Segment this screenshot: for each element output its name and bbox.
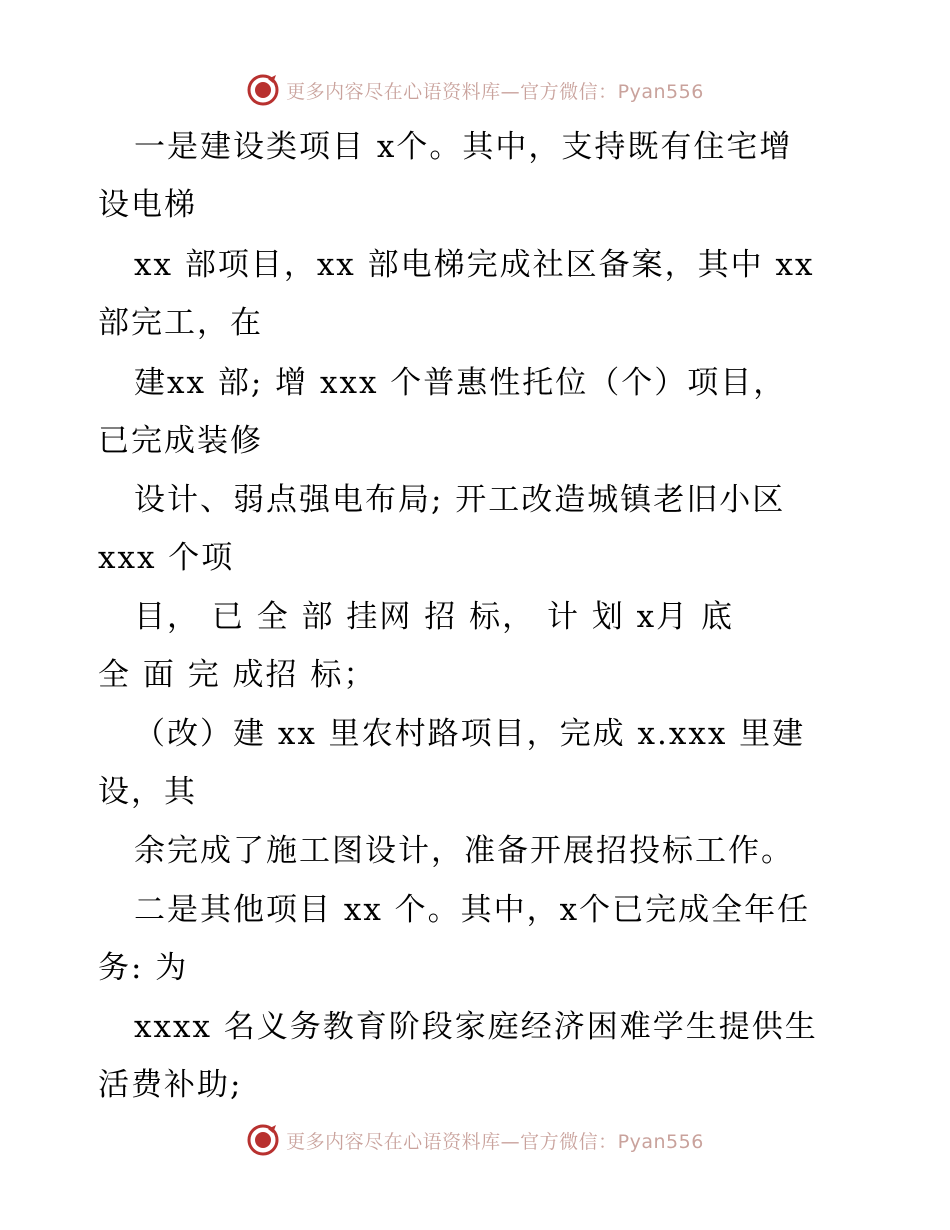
body-line: 设电梯 [98, 187, 197, 223]
body-line: 一是建设类项目 x个。其中，支持既有住宅增 [134, 129, 793, 165]
body-line: （改）建 xx 里农村路项目，完成 x.xxx 里建 [134, 716, 806, 752]
header-text: 更多内容尽在心语资料库—官方微信：Pyan556 [286, 80, 704, 103]
body-line: 部完工，在 [98, 305, 263, 341]
body-line: 余完成了施工图设计，准备开展招投标工作。 [134, 833, 794, 869]
body-line: 二是其他项目 xx 个。其中，x个已完成全年任 [134, 892, 811, 928]
footer-text: 更多内容尽在心语资料库—官方微信：Pyan556 [286, 1130, 704, 1153]
body-line: 务: 为 [98, 950, 189, 986]
body-line: 目， 已 全 部 挂网 招 标， 计 划 x月 底 [134, 599, 735, 635]
body-line: xx 部项目，xx 部电梯完成社区备案，其中 xx [134, 247, 815, 283]
body-line: 设计、弱点强电布局; 开工改造城镇老旧小区 [134, 482, 786, 518]
body-line: xxx 个项 [98, 540, 235, 576]
body-line: 活费补助; [98, 1067, 243, 1103]
seal-logo-icon [246, 1123, 280, 1157]
footer-banner [0, 1120, 950, 1160]
body-line: 建xx 部; 增 xxx 个普惠性托位（个）项目， [134, 365, 787, 401]
body-line: 已完成装修 [98, 423, 263, 459]
body-line: 设，其 [98, 774, 197, 810]
body-line: xxxx 名义务教育阶段家庭经济困难学生提供生 [134, 1009, 818, 1045]
body-line: 全 面 完 成招 标； [98, 657, 377, 693]
